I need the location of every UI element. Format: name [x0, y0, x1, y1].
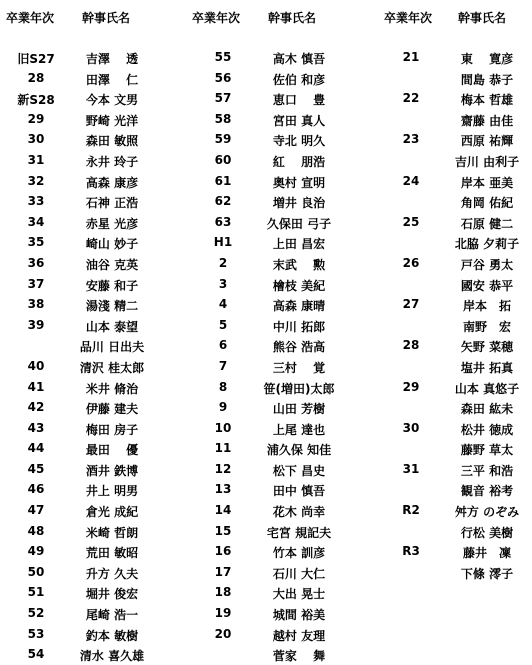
header-year: 卒業年次: [384, 11, 433, 25]
graduation-year: 15: [214, 523, 232, 538]
secretary-name: 久保田 弓子: [266, 216, 332, 231]
secretary-name: 野崎 光洋: [85, 113, 139, 128]
secretary-name: 熊谷 浩高: [272, 340, 326, 355]
graduation-year: 26: [402, 255, 420, 270]
graduation-year: 20: [214, 626, 232, 641]
graduation-year: 39: [27, 317, 45, 332]
graduation-year: 55: [214, 50, 232, 64]
secretary-name: 山本 真悠子: [454, 381, 520, 396]
graduation-year: 4: [218, 297, 228, 312]
graduation-year: 12: [214, 461, 232, 476]
secretary-name: 清沢 桂太郎: [79, 360, 145, 375]
secretary-name: 戸谷 勇太: [460, 257, 514, 272]
graduation-year: 2: [218, 255, 228, 270]
graduation-year: 18: [214, 585, 232, 600]
graduation-year: 43: [27, 420, 45, 435]
secretary-name: 安藤 和子: [85, 278, 139, 293]
graduation-year: 3: [218, 276, 228, 291]
secretary-name: 松井 徳成: [460, 422, 514, 437]
secretary-name: 今本 文男: [85, 93, 139, 108]
secretary-name: 観音 裕考: [460, 484, 514, 499]
secretary-name: 湯淺 精二: [85, 299, 139, 314]
secretary-name: 堀井 俊宏: [85, 587, 139, 602]
secretary-name: 梅本 哲雄: [460, 93, 514, 108]
graduation-year: 5: [218, 317, 228, 332]
secretary-name: 三村 覚: [272, 360, 326, 375]
secretary-name: 油谷 克英: [85, 257, 139, 272]
secretary-name: 菅家 舞: [272, 649, 326, 664]
secretary-name: 奥村 宣明: [272, 175, 326, 190]
graduation-year: 28: [402, 338, 420, 353]
graduation-year: 29: [402, 379, 420, 394]
secretary-name: 赤星 光彦: [85, 216, 139, 231]
graduation-year: 37: [27, 276, 45, 291]
graduation-year: 28: [27, 70, 45, 85]
graduation-year: 40: [27, 358, 45, 373]
secretary-name: 藤野 草太: [460, 443, 514, 458]
secretary-name: 松下 昌史: [272, 463, 326, 478]
graduation-year: 9: [218, 400, 228, 415]
secretary-name: 東 寛彦: [460, 52, 514, 66]
secretary-name: 田中 慎吾: [272, 484, 326, 499]
secretary-name: 倉光 成紀: [85, 505, 139, 520]
secretary-name: 上尾 達也: [272, 422, 326, 437]
header-year: 卒業年次: [192, 11, 241, 25]
secretary-name: 紅 朋浩: [272, 154, 326, 169]
graduation-year: 61: [214, 173, 232, 188]
secretary-name: 尾崎 浩一: [85, 608, 139, 623]
header-name: 幹事氏名: [268, 11, 317, 25]
secretary-name: 行松 美樹: [460, 525, 514, 540]
secretary-name: 崎山 妙子: [85, 237, 139, 252]
header-name: 幹事氏名: [82, 11, 131, 25]
secretary-name: 檜枝 美紀: [272, 278, 326, 293]
secretary-name: 山本 泰望: [85, 319, 139, 334]
secretary-name: 中川 拓郎: [272, 319, 326, 334]
secretary-name: 米井 脩治: [85, 381, 139, 396]
graduation-year: 38: [27, 297, 45, 312]
secretary-name: 山田 芳樹: [272, 402, 326, 417]
secretary-name: 越村 友理: [272, 628, 326, 643]
secretary-name: 吉川 由利子: [454, 154, 520, 169]
secretary-name: 宅宮 規記夫: [266, 525, 332, 540]
secretary-name: 高森 康晴: [272, 299, 326, 314]
graduation-year: 31: [27, 152, 45, 167]
secretary-name: 間島 恭子: [460, 72, 514, 87]
secretary-name: 國安 恭平: [460, 278, 514, 293]
secretary-name: 矢野 菜穂: [460, 340, 514, 355]
graduation-year: 51: [27, 585, 45, 600]
secretary-name: 岸本 拓: [462, 299, 511, 314]
secretary-name: 角岡 佑紀: [460, 196, 514, 211]
secretary-name: 舛方 のぞみ: [454, 505, 520, 520]
graduation-year: 48: [27, 523, 45, 538]
graduation-year: 47: [27, 503, 45, 518]
graduation-year: 旧S27: [17, 52, 55, 66]
graduation-year: 33: [27, 194, 45, 209]
graduation-year: 50: [27, 564, 45, 579]
graduation-year: R3: [402, 544, 420, 559]
secretary-name: 恵口 豊: [272, 93, 326, 108]
graduation-year: 60: [214, 152, 232, 167]
graduation-year: 29: [27, 111, 45, 126]
secretary-name: 石神 正浩: [85, 196, 139, 211]
graduation-year: 58: [214, 111, 232, 126]
graduation-year: 21: [402, 50, 420, 64]
graduation-year: 25: [402, 214, 420, 229]
secretary-name: 下條 澪子: [460, 566, 514, 581]
header-year: 卒業年次: [6, 11, 55, 25]
graduation-year: 30: [27, 132, 45, 147]
graduation-year: 36: [27, 255, 45, 270]
graduation-year: 19: [214, 606, 232, 621]
graduation-year: 17: [214, 564, 232, 579]
graduation-year: 53: [27, 626, 45, 641]
secretary-name: 荒田 敏昭: [85, 546, 139, 561]
secretary-name: 宮田 真人: [272, 113, 326, 128]
graduation-year: 63: [214, 214, 232, 229]
graduation-year: 11: [214, 441, 232, 456]
graduation-year: 10: [214, 420, 232, 435]
secretary-name: 米崎 哲朗: [85, 525, 139, 540]
header-name: 幹事氏名: [458, 11, 507, 25]
graduation-year: 34: [27, 214, 45, 229]
graduation-year: 30: [402, 420, 420, 435]
secretary-name: 増井 良治: [272, 196, 326, 211]
secretary-name: 清水 喜久雄: [79, 649, 145, 664]
graduation-year: R2: [402, 503, 420, 518]
graduation-year: 31: [402, 461, 420, 476]
graduation-year: H1: [213, 235, 233, 250]
graduation-year: 27: [402, 297, 420, 312]
secretary-name: 岸本 亜美: [460, 175, 514, 190]
secretary-name: 花木 尚幸: [272, 505, 326, 520]
secretary-name: 齋藤 由佳: [460, 113, 514, 128]
secretary-name: 升方 久夫: [85, 566, 139, 581]
graduation-year: 54: [27, 647, 45, 662]
secretary-name: 上田 昌宏: [272, 237, 326, 252]
secretary-name: 釣本 敏樹: [85, 628, 139, 643]
secretary-name: 末武 勲: [272, 257, 326, 272]
secretary-name: 大出 晃士: [272, 587, 326, 602]
secretary-name: 品川 日出夫: [79, 340, 145, 355]
secretary-name: 南野 宏: [462, 319, 511, 334]
secretary-name: 酒井 鉄博: [85, 463, 139, 478]
graduation-year: 22: [402, 91, 420, 106]
secretary-name: 藤井 凜: [462, 546, 511, 561]
secretary-name: 永井 玲子: [85, 154, 139, 169]
graduation-year: 6: [218, 338, 228, 353]
graduation-year: 42: [27, 400, 45, 415]
graduation-year: 44: [27, 441, 45, 456]
graduation-year: 8: [218, 379, 228, 394]
secretary-name: 石川 大仁: [272, 566, 326, 581]
secretary-name: 塩井 拓真: [460, 360, 514, 375]
graduation-year: 62: [214, 194, 232, 209]
secretary-name: 竹本 訓彦: [272, 546, 326, 561]
graduation-year: 45: [27, 461, 45, 476]
secretary-name: 浦久保 知佳: [266, 443, 332, 458]
graduation-year: 7: [218, 358, 228, 373]
secretary-name: 高木 慎吾: [272, 52, 326, 66]
secretary-name: 伊藤 建夫: [85, 402, 139, 417]
graduation-year: 35: [27, 235, 45, 250]
secretary-name: 北脇 夕莉子: [454, 237, 520, 252]
secretary-name: 笹(増田)太郎: [263, 381, 335, 396]
graduation-year: 57: [214, 91, 232, 106]
secretary-name: 田澤 仁: [85, 72, 139, 87]
secretary-name: 三平 和浩: [460, 463, 514, 478]
secretary-name: 寺北 明久: [272, 134, 326, 149]
secretary-name: 高森 康彦: [85, 175, 139, 190]
graduation-year: 59: [214, 132, 232, 147]
graduation-year: 52: [27, 606, 45, 621]
graduation-year: 46: [27, 482, 45, 497]
secretary-name: 最田 優: [85, 443, 139, 458]
graduation-year: 16: [214, 544, 232, 559]
secretary-name: 森田 紘未: [460, 402, 514, 417]
secretary-name: 森田 敏照: [85, 134, 139, 149]
secretary-name: 井上 明男: [85, 484, 139, 499]
graduation-year: 14: [214, 503, 232, 518]
graduation-year: 49: [27, 544, 45, 559]
secretary-name: 佐伯 和彦: [272, 72, 326, 87]
secretary-name: 梅田 房子: [85, 422, 139, 437]
secretary-name: 城間 裕美: [272, 608, 326, 623]
graduation-year: 32: [27, 173, 45, 188]
graduation-year: 23: [402, 132, 420, 147]
graduation-year: 56: [214, 70, 232, 85]
secretary-name: 石原 健二: [460, 216, 514, 231]
graduation-year: 新S28: [17, 93, 55, 108]
graduation-year: 13: [214, 482, 232, 497]
secretary-name: 西原 祐輝: [460, 134, 514, 149]
graduation-year: 41: [27, 379, 45, 394]
secretary-name: 吉澤 透: [85, 52, 139, 66]
graduation-year: 24: [402, 173, 420, 188]
